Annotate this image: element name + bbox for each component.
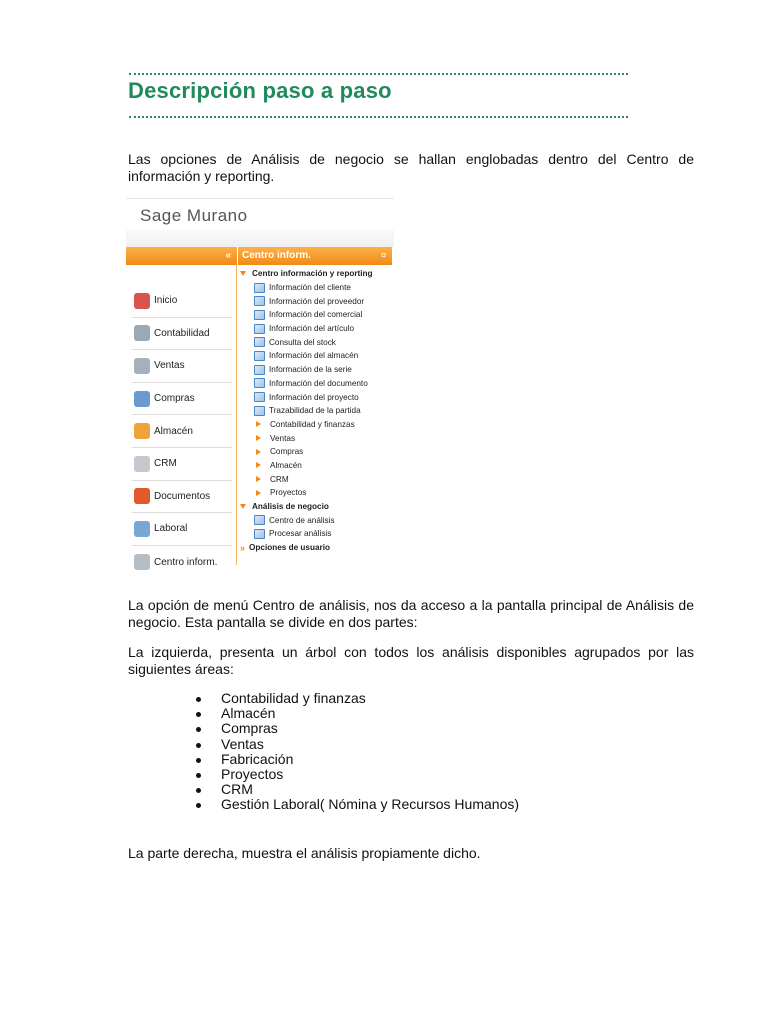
tree-folder[interactable]: [240, 445, 392, 459]
tree-label: Información del comercial: [269, 310, 363, 320]
nav-item-label: Laboral: [154, 523, 188, 535]
tree-label: Contabilidad y finanzas: [270, 419, 355, 429]
tree-section[interactable]: [240, 267, 392, 281]
info-center-icon: [134, 554, 150, 570]
tree-item[interactable]: [240, 363, 392, 377]
pin-icon[interactable]: ¤: [380, 250, 386, 260]
tree-folder[interactable]: [240, 486, 392, 500]
tree-item[interactable]: [240, 377, 392, 391]
top-dotted-rule: [129, 73, 628, 75]
shopping-cart-icon: [134, 391, 150, 407]
menu-tree: [240, 267, 392, 554]
tree-item[interactable]: [240, 308, 392, 322]
collapsed-arrow-icon: [256, 435, 261, 441]
paragraph-left-tree: La izquierda, presenta un árbol con todos los análisis disponibles agrupados por las siguientes áreas:: [128, 644, 694, 677]
tree-label: Ventas: [270, 433, 296, 443]
tree-label: Información del almacén: [269, 351, 359, 361]
nav-item-contabilidad[interactable]: [132, 318, 232, 351]
tree-label: Información del artículo: [269, 324, 355, 334]
tree-label: Análisis de negocio: [252, 502, 329, 512]
tree-section[interactable]: [240, 541, 392, 555]
brand-band: [126, 229, 394, 247]
collapse-menu-icon[interactable]: «: [225, 250, 231, 261]
collapsed-arrow-icon: [256, 490, 261, 496]
people-icon: [134, 521, 150, 537]
nav-item-label: Inicio: [154, 295, 178, 307]
nav-item-centro-inform-[interactable]: [132, 546, 232, 579]
tree-item[interactable]: [240, 390, 392, 404]
tree-label: Información de la serie: [269, 365, 352, 375]
crm-icon: [134, 456, 150, 472]
report-icon: [254, 365, 265, 375]
report-icon: [254, 310, 265, 320]
tree-label: Información del proyecto: [269, 392, 359, 402]
tree-item[interactable]: [240, 527, 392, 541]
expanded-arrow-icon: [240, 504, 246, 509]
tree-item[interactable]: [240, 281, 392, 295]
nav-item-compras[interactable]: [132, 383, 232, 416]
tree-folder[interactable]: [240, 459, 392, 473]
tree-label: Compras: [270, 447, 304, 457]
tree-item[interactable]: [240, 335, 392, 349]
app-brand: Sage Murano: [140, 206, 248, 225]
tree-item[interactable]: [240, 404, 392, 418]
ledger-icon: [134, 325, 150, 341]
collapsed-arrow-icon: [256, 462, 261, 468]
nav-divider: [236, 265, 237, 565]
tree-item[interactable]: [240, 349, 392, 363]
collapsed-arrow-icon: [256, 421, 261, 427]
area-item: Ventas: [196, 737, 519, 752]
area-item: Almacén: [196, 706, 519, 721]
tree-folder[interactable]: [240, 418, 392, 432]
sales-icon: [134, 358, 150, 374]
paragraph-right-part: La parte derecha, muestra el análisis propiamente dicho.: [128, 845, 481, 861]
tree-folder[interactable]: [240, 472, 392, 486]
nav-item-laboral[interactable]: [132, 513, 232, 546]
documents-icon: [134, 488, 150, 504]
collapsed-arrow-icon: [256, 449, 261, 455]
area-item: CRM: [196, 782, 519, 797]
report-icon: [254, 515, 265, 525]
tree-label: CRM: [270, 474, 289, 484]
intro-paragraph: Las opciones de Análisis de negocio se hallan englobadas dentro del Centro de información y reporting.: [128, 151, 694, 184]
collapsed-arrow-icon: [256, 476, 261, 482]
nav-item-label: Centro inform.: [154, 556, 218, 568]
report-icon: [254, 378, 265, 388]
home-icon: [134, 293, 150, 309]
nav-item-label: Compras: [154, 393, 195, 405]
area-item: Gestión Laboral( Nómina y Recursos Humanos): [196, 797, 519, 812]
nav-header-bar: [126, 247, 237, 265]
warehouse-box-icon: [134, 423, 150, 439]
tree-label: Trazabilidad de la partida: [269, 406, 361, 416]
report-icon: [254, 296, 265, 306]
nav-item-almac-n[interactable]: [132, 415, 232, 448]
panel-header-bar: [238, 247, 392, 265]
tree-item[interactable]: [240, 513, 392, 527]
report-icon: [254, 324, 265, 334]
nav-item-label: Almacén: [154, 425, 193, 437]
tree-label: Centro información y reporting: [252, 269, 373, 279]
nav-item-label: Ventas: [154, 360, 185, 372]
tree-label: Almacén: [270, 460, 302, 470]
nav-item-ventas[interactable]: [132, 350, 232, 383]
tree-folder[interactable]: [240, 431, 392, 445]
tree-label: Información del cliente: [269, 283, 351, 293]
tree-item[interactable]: [240, 294, 392, 308]
nav-item-label: CRM: [154, 458, 177, 470]
report-icon: [254, 351, 265, 361]
tree-section[interactable]: [240, 500, 392, 514]
panel-title: Centro inform.: [242, 250, 311, 261]
area-item: Compras: [196, 721, 519, 736]
report-icon: [254, 337, 265, 347]
paragraph-centro-analisis: La opción de menú Centro de análisis, nos da acceso a la pantalla principal de Análisis de negocio. Esta pantalla se divide en dos partes:: [128, 597, 694, 630]
tree-label: Procesar análisis: [269, 529, 332, 539]
tree-label: Opciones de usuario: [249, 543, 330, 553]
report-icon: [254, 406, 265, 416]
tree-label: Centro de análisis: [269, 515, 335, 525]
report-icon: [254, 529, 265, 539]
tree-item[interactable]: [240, 322, 392, 336]
expanded-arrow-icon: [240, 271, 246, 276]
tree-label: Información del proveedor: [269, 296, 365, 306]
tree-label: Proyectos: [270, 488, 307, 498]
nav-item-label: Contabilidad: [154, 327, 210, 339]
tree-label: Consulta del stock: [269, 337, 336, 347]
sage-murano-screenshot: [126, 198, 394, 583]
bottom-dotted-rule: [129, 116, 628, 118]
nav-item-documentos[interactable]: [132, 481, 232, 514]
report-icon: [254, 283, 265, 293]
nav-item-crm[interactable]: [132, 448, 232, 481]
nav-item-inicio[interactable]: [132, 285, 232, 318]
tree-label: Información del documento: [269, 378, 368, 388]
area-item: Contabilidad y finanzas: [196, 691, 519, 706]
nav-item-label: Documentos: [154, 490, 211, 502]
section-heading: Descripción paso a paso: [128, 78, 392, 103]
double-arrow-icon: »: [240, 542, 246, 553]
module-nav: [132, 285, 232, 578]
area-item: Proyectos: [196, 767, 519, 782]
report-icon: [254, 392, 265, 402]
area-item: Fabricación: [196, 752, 519, 767]
areas-list: [196, 691, 519, 813]
